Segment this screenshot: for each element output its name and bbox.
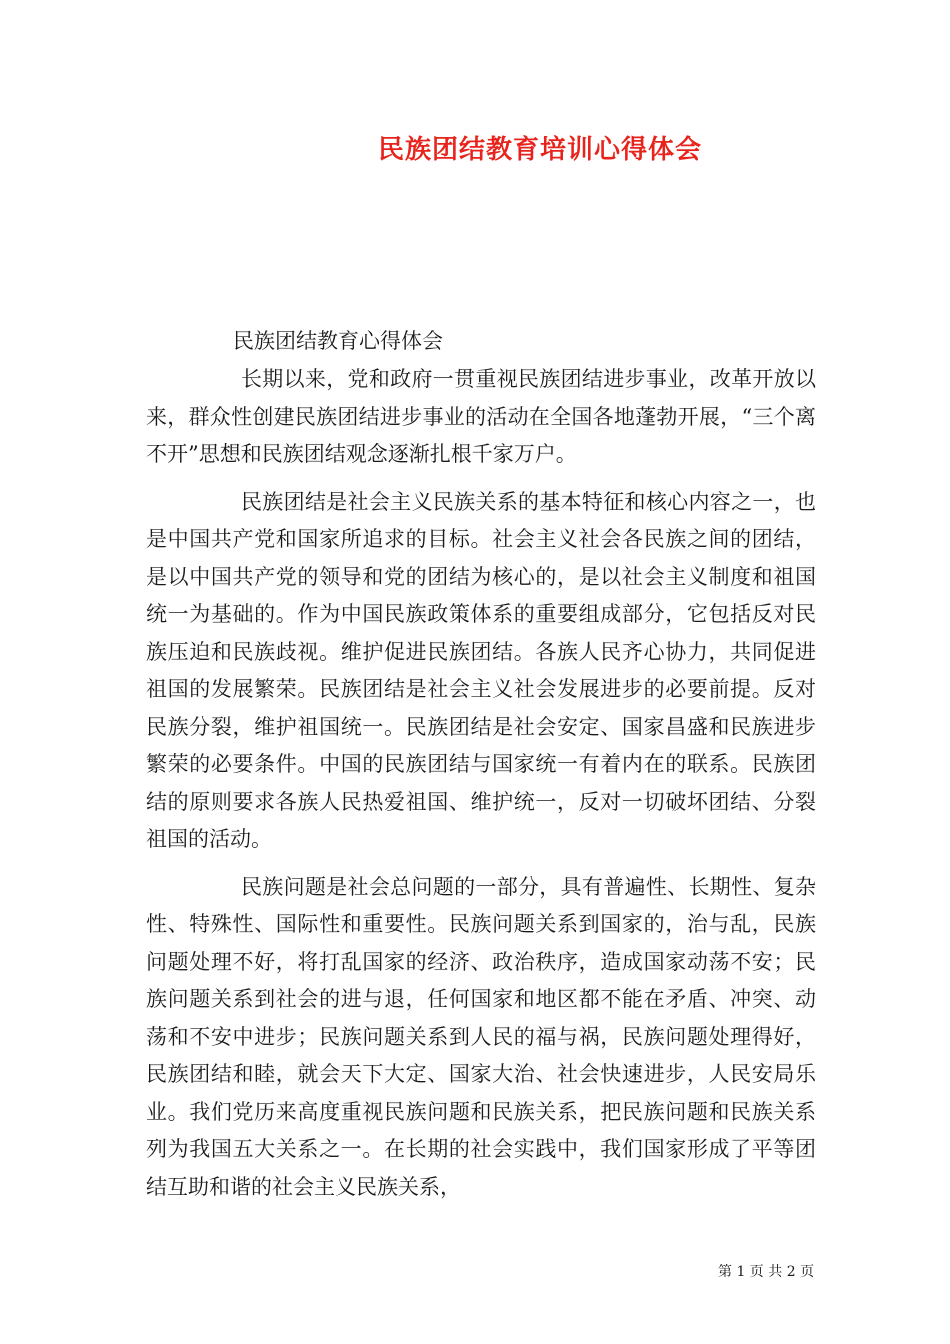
paragraph-2: 民族团结是社会主义民族关系的基本特征和核心内容之一，也是中国共产党和国家所追求的目标。社会主义社会各民族之间的团结，是以中国共产党的领导和党的团结为核心的，是以社会主义制度和祖国统一为基础的。作为中国民族政策体系的重要组成部分，它包括反对民族压迫和民族歧视。维护促进民族团结。各族人民齐心协力，共同促进祖国的发展繁荣。民族团结是社会主义社会发展进步的必要前提。反对民族分裂，维护祖国统一。民族团结是社会安定、国家昌盛和民族进步繁荣的必要条件。中国的民族团结与国家统一有着内在的联系。民族团结的原则要求各族人民热爱祖国、维护统一，反对一切破坏团结、分裂祖国的活动。 (146, 489, 816, 851)
paragraph-3: 民族问题是社会总问题的一部分，具有普遍性、长期性、复杂性、特殊性、国际性和重要性。民族问题关系到国家的，治与乱，民族问题处理不好，将打乱国家的经济、政治秩序，造成国家动荡不安；民族问题关系到社会的进与退，任何国家和地区都不能在矛盾、冲突、动荡和不安中进步；民族问题关系到人民的福与祸，民族问题处理得好，民族团结和睦，就会天下大定、国家大治、社会快速进步，人民安局乐业。我们党历来高度重视民族问题和民族关系，把民族问题和民族关系列为我国五大关系之一。在长期的社会实践中，我们国家形成了平等团结互助和谐的社会主义民族关系， (146, 874, 816, 1199)
page-number-footer: 第 1 页 共 2 页 (718, 1264, 815, 1280)
document-subtitle: 民族团结教育心得体会 (233, 329, 443, 353)
document-body (146, 361, 816, 1206)
paragraph-1: 长期以来，党和政府一贯重视民族团结进步事业，改革开放以来，群众性创建民族团结进步事业的活动在全国各地蓬勃开展，“三个离不开”思想和民族团结观念逐渐扎根千家万户。 (146, 367, 816, 466)
document-title: 民族团结教育培训心得体会 (377, 135, 702, 165)
